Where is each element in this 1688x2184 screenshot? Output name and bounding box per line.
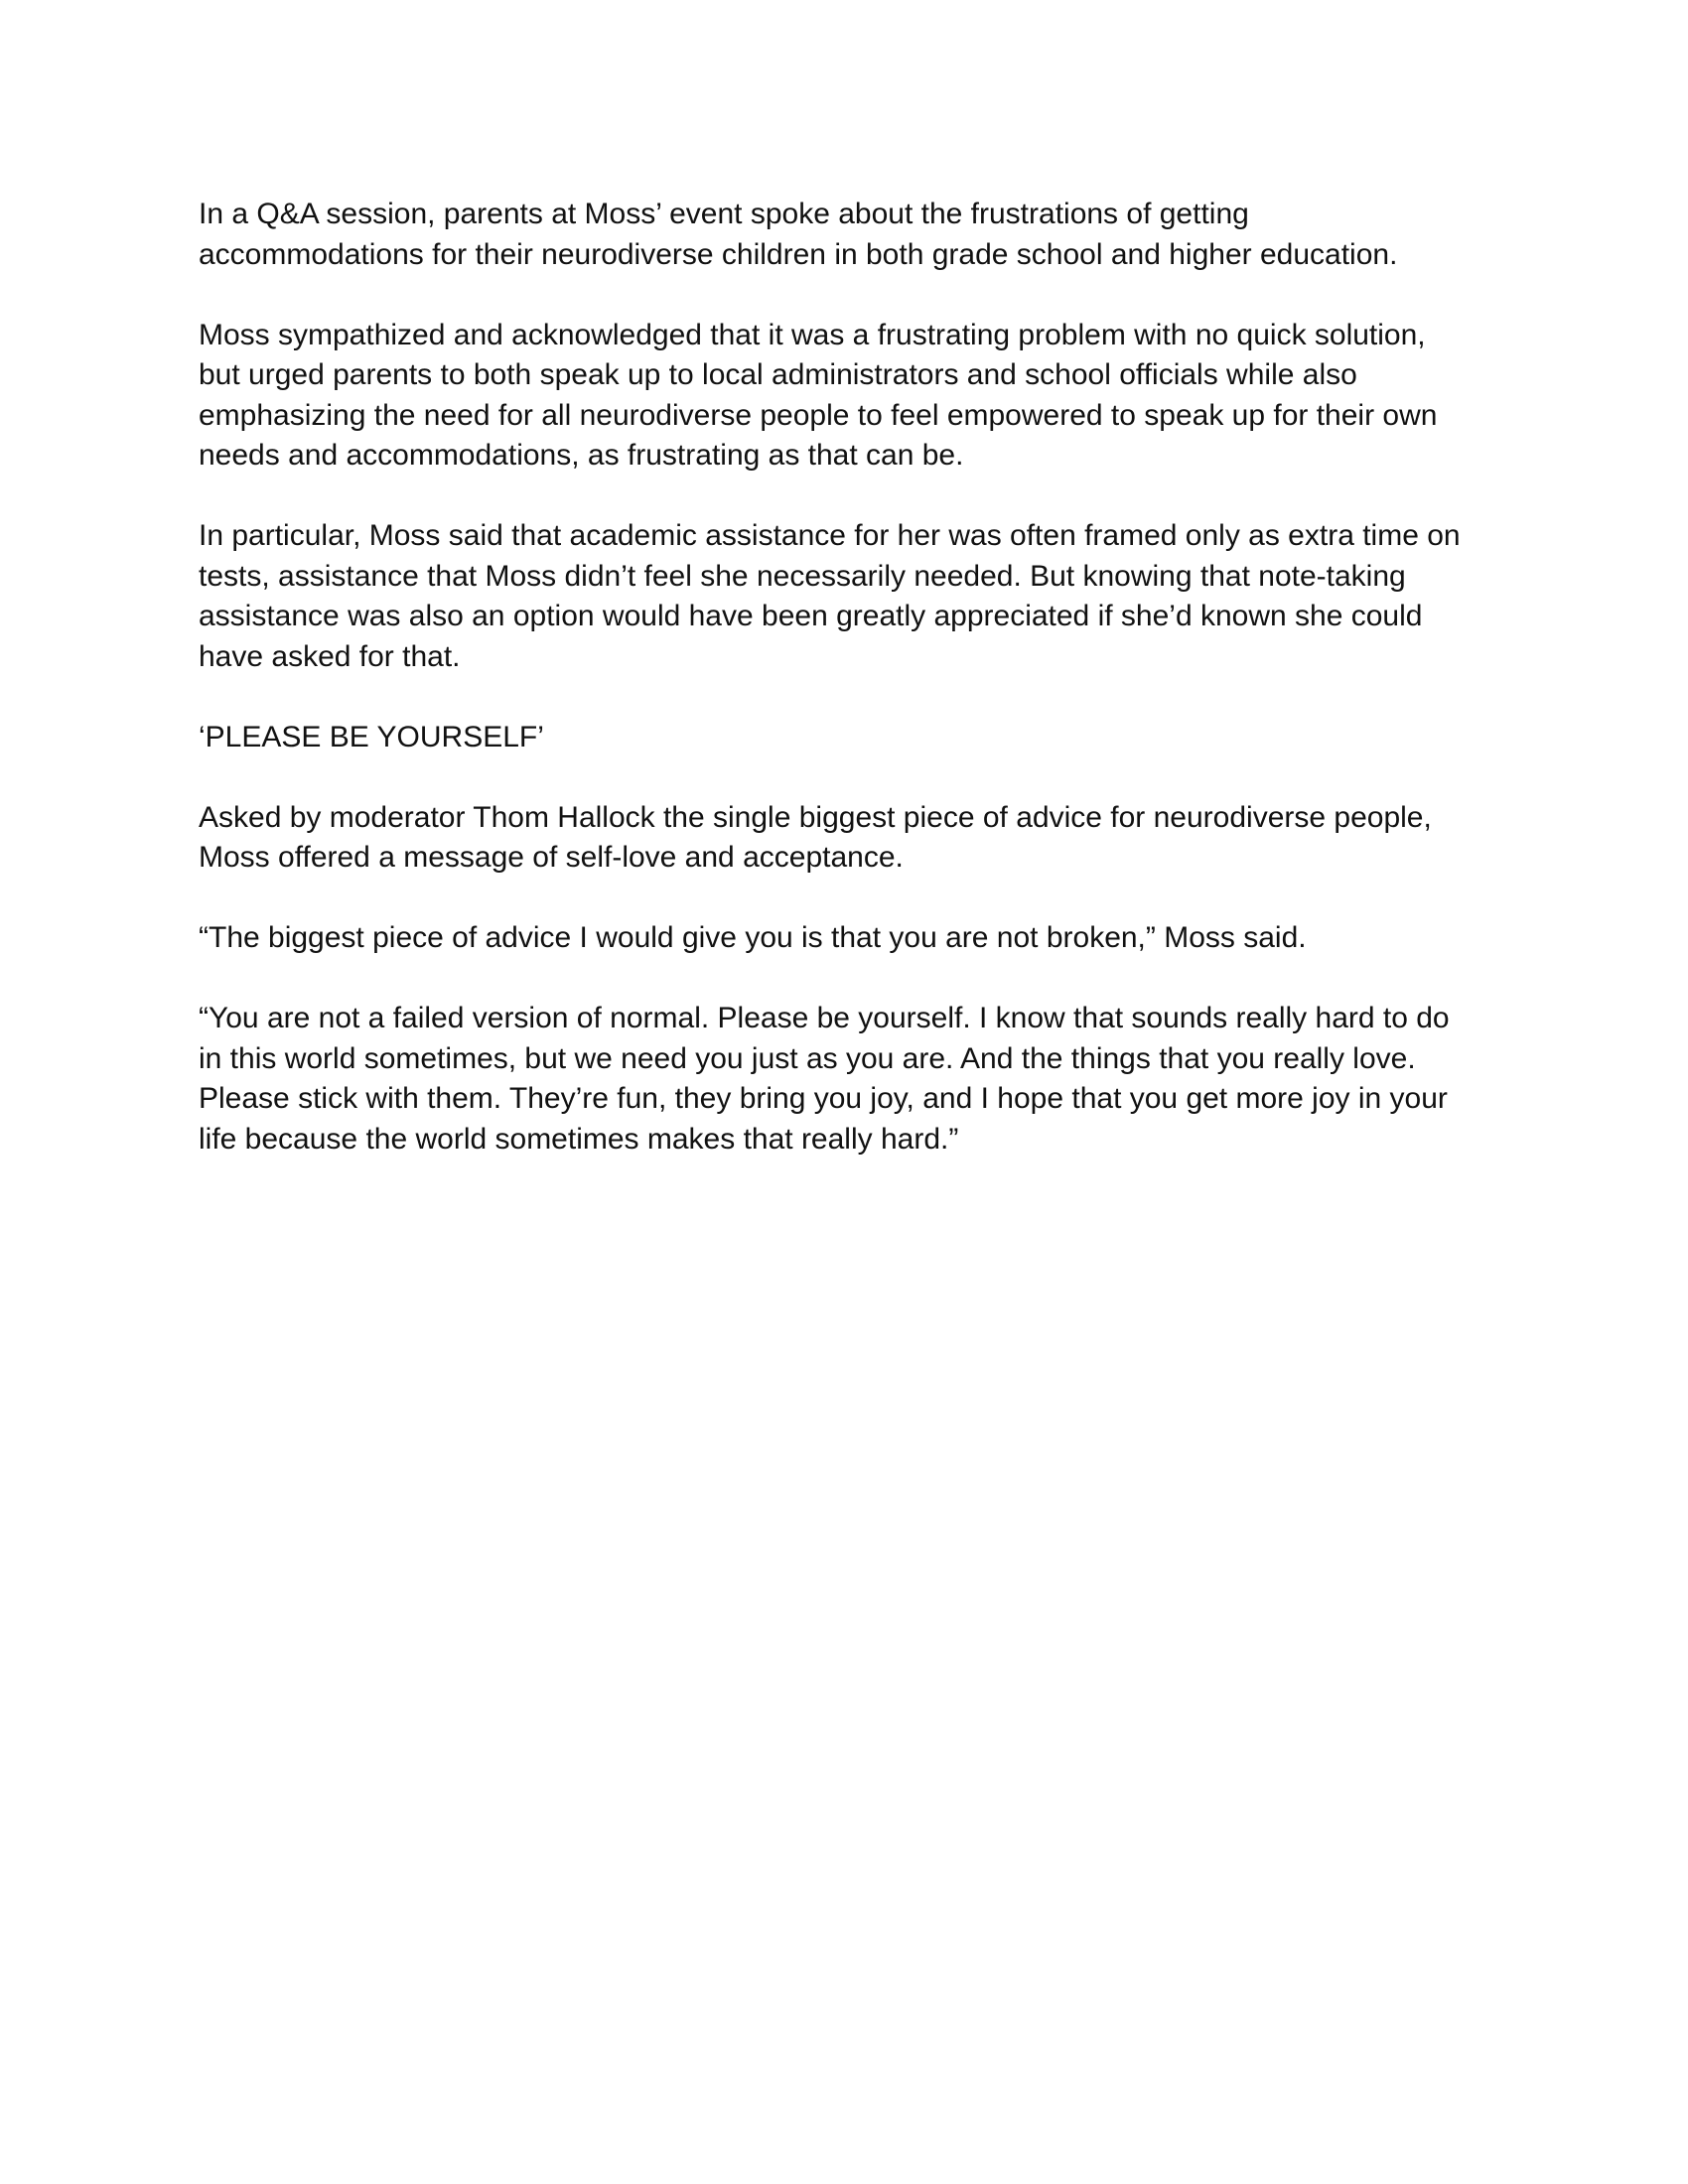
document-page [199, 195, 1509, 1200]
paragraph-qa-session [199, 195, 1509, 275]
text-line: Asked by moderator Thom Hallock the single biggest piece of advice for neurodiverse people, [199, 800, 1432, 834]
section-heading-text: ‘PLEASE BE YOURSELF’ [199, 720, 544, 753]
text-line: life because the world sometimes makes that really hard.” [199, 1122, 959, 1156]
text-line: In a Q&A session, parents at Moss’ event spoke about the frustrations of getting [199, 198, 1249, 230]
text-line: “You are not a failed version of normal. Please be yourself. I know that sounds really hard to do [199, 1002, 1450, 1034]
text-line: assistance was also an option would have been greatly appreciated if she’d known she could [199, 600, 1423, 632]
text-line: but urged parents to both speak up to local administrators and school officials while also [199, 358, 1357, 391]
paragraph-moss-sympathized [199, 316, 1509, 477]
paragraph-be-yourself-quote [199, 999, 1509, 1160]
text-line: In particular, Moss said that academic assistance for her was often framed only as extra time on [199, 519, 1461, 552]
section-heading [199, 718, 1509, 758]
paragraph-moderator-question [199, 798, 1509, 879]
text-line: accommodations for their neurodiverse children in both grade school and higher education. [199, 237, 1398, 271]
text-line: have asked for that. [199, 639, 461, 673]
paragraph-not-broken-quote [199, 918, 1509, 959]
text-line: in this world sometimes, but we need you just as you are. And the things that you really love. [199, 1041, 1416, 1075]
text-line: tests, assistance that Moss didn’t feel she necessarily needed. But knowing that note-taking [199, 559, 1406, 593]
text-line: Moss sympathized and acknowledged that it was a frustrating problem with no quick solution, [199, 318, 1426, 351]
text-line: “The biggest piece of advice I would give you is that you are not broken,” Moss said. [199, 921, 1307, 954]
text-line: emphasizing the need for all neurodiverse people to feel empowered to speak up for their own [199, 398, 1438, 432]
text-line: Moss offered a message of self-love and acceptance. [199, 841, 904, 874]
paragraph-academic-assistance [199, 516, 1509, 677]
text-line: Please stick with them. They’re fun, they bring you joy, and I hope that you get more joy in your [199, 1082, 1448, 1115]
text-line: needs and accommodations, as frustrating as that can be. [199, 439, 964, 472]
